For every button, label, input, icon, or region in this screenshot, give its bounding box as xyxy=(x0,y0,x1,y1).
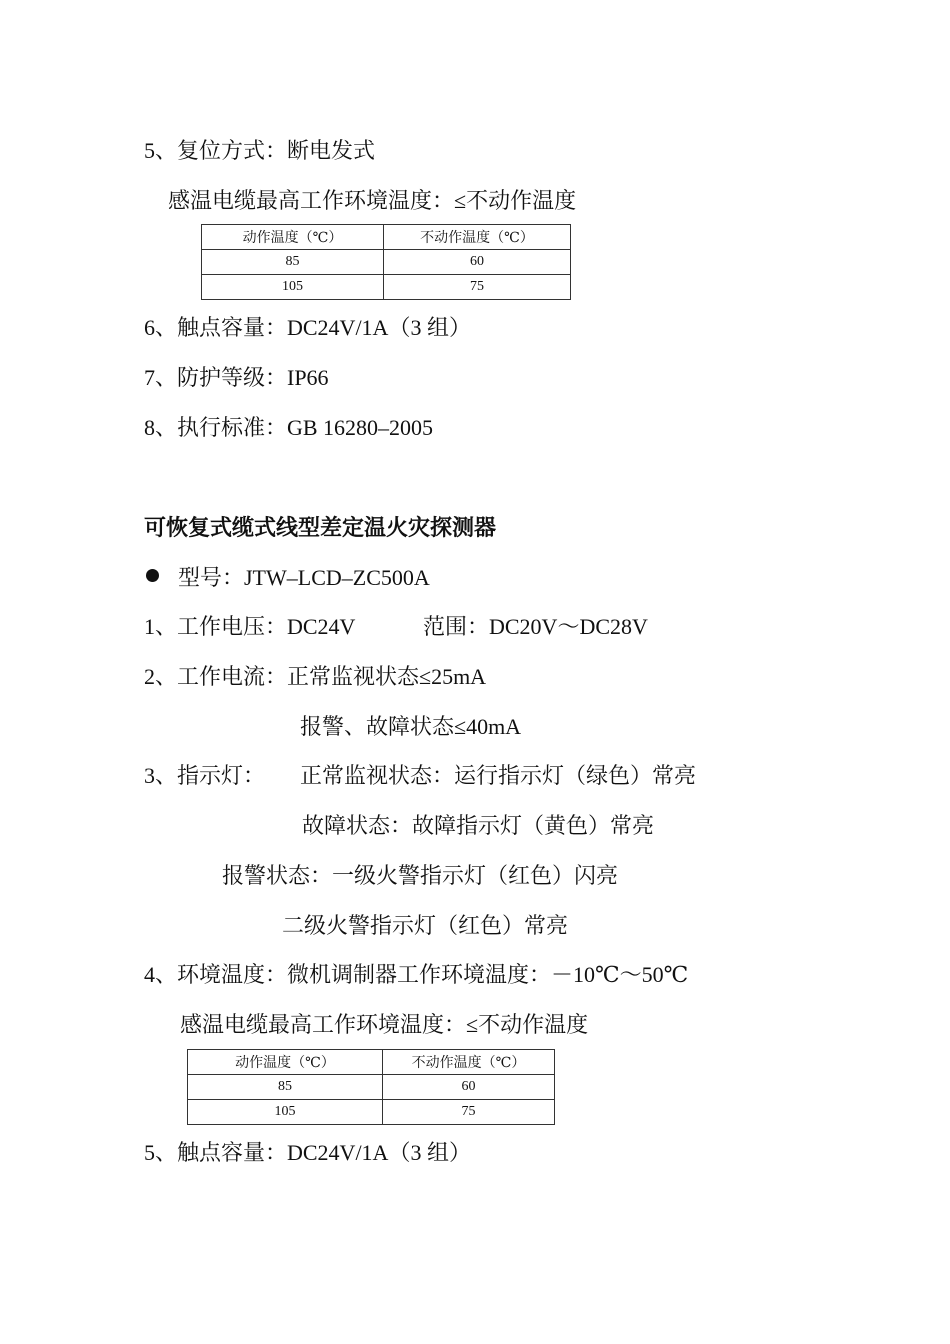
table-cell: 75 xyxy=(384,275,571,300)
temperature-table-2 xyxy=(187,1049,555,1125)
table-header-cell: 动作温度（℃） xyxy=(202,225,384,250)
bullet-icon xyxy=(146,569,159,582)
table-header-cell: 动作温度（℃） xyxy=(188,1050,383,1075)
protection-level-line: 7、防护等级：IP66 xyxy=(144,365,329,390)
table-cell: 85 xyxy=(188,1075,383,1100)
section-title: 可恢复式缆式线型差定温火灾探测器 xyxy=(144,515,497,540)
cable-temp-line: 感温电缆最高工作环境温度：≤不动作温度 xyxy=(180,1012,589,1037)
env-temp-line: 4、环境温度：微机调制器工作环境温度：－10℃～50℃ xyxy=(144,962,689,987)
table-row xyxy=(202,250,571,275)
model-line: 型号：JTW–LCD–ZC500A xyxy=(178,565,430,590)
table-header-row xyxy=(188,1050,555,1075)
voltage-range: 范围：DC20V～DC28V xyxy=(423,614,648,639)
table-cell: 60 xyxy=(384,250,571,275)
current-line: 2、工作电流：正常监视状态≤25mA xyxy=(144,664,487,689)
table-cell: 85 xyxy=(202,250,384,275)
current-alarm-line: 报警、故障状态≤40mA xyxy=(300,714,522,739)
indicator-normal-line: 正常监视状态：运行指示灯（绿色）常亮 xyxy=(300,763,697,788)
indicator-alarm-line: 报警状态：一级火警指示灯（红色）闪亮 xyxy=(222,863,619,888)
contact-capacity-line: 5、触点容量：DC24V/1A（3 组） xyxy=(144,1140,471,1165)
standard-line: 8、执行标准：GB 16280–2005 xyxy=(144,415,434,440)
table-cell: 105 xyxy=(188,1100,383,1125)
cable-temp-line: 感温电缆最高工作环境温度：≤不动作温度 xyxy=(168,188,577,213)
indicator-fault-line: 故障状态：故障指示灯（黄色）常亮 xyxy=(302,813,655,838)
table-row xyxy=(188,1100,555,1125)
table-row xyxy=(202,275,571,300)
reset-method-line: 5、复位方式：断电发式 xyxy=(144,138,376,163)
table-cell: 105 xyxy=(202,275,384,300)
indicator-alarm2-line: 二级火警指示灯（红色）常亮 xyxy=(282,913,569,938)
indicator-label: 3、指示灯： xyxy=(144,763,266,788)
voltage-line: 1、工作电压：DC24V xyxy=(144,614,356,639)
table-header-row xyxy=(202,225,571,250)
table-cell: 60 xyxy=(383,1075,555,1100)
table-row xyxy=(188,1075,555,1100)
contact-capacity-line: 6、触点容量：DC24V/1A（3 组） xyxy=(144,315,471,340)
table-header-cell: 不动作温度（℃） xyxy=(383,1050,555,1075)
temperature-table-1 xyxy=(201,224,571,300)
table-cell: 75 xyxy=(383,1100,555,1125)
table-header-cell: 不动作温度（℃） xyxy=(384,225,571,250)
